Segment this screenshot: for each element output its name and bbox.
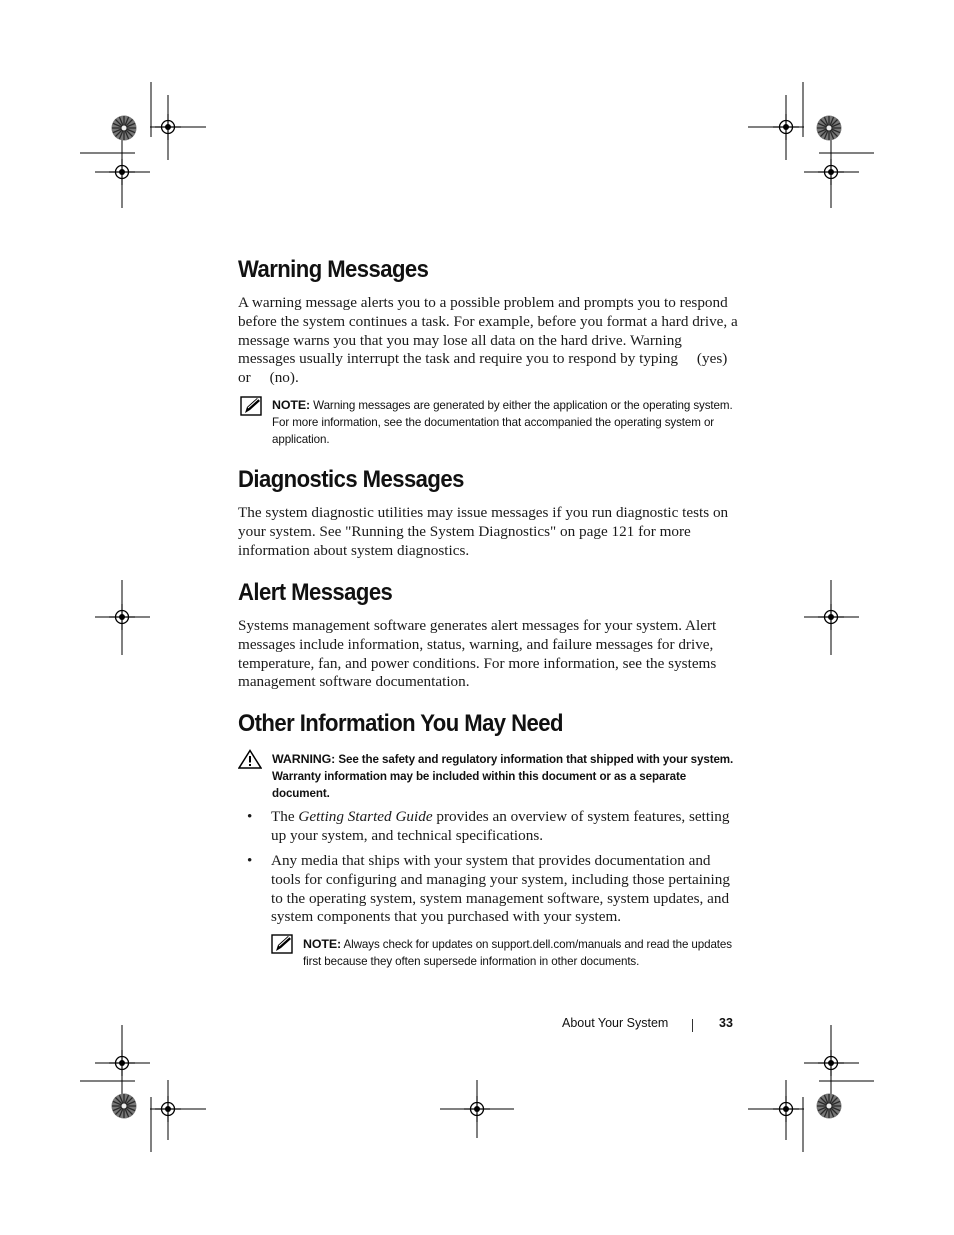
warning-triangle-icon: [238, 749, 262, 769]
note-warning-messages: NOTE: Warning messages are generated by either the application or the operating system. For more information, see the documentation that accompanied the operating system or application.: [272, 398, 733, 446]
getting-started-guide-title: Getting Started Guide: [298, 808, 433, 825]
paragraph-alert-messages: Systems management software generates alert messages for your system. Alert messages include information, status, warning, and failure messages for drive, temperature, fan, and power conditions. For more information, see the systems management software documentation.: [238, 617, 717, 691]
page-number: 33: [719, 1016, 733, 1030]
warning-other-information: WARNING: See the safety and regulatory information that shipped with your system. Warranty information may be included within this document or as a separate document.: [272, 752, 734, 800]
note-check-updates: NOTE: Always check for updates on support.dell.com/manuals and read the updates first because they often supersede information in other documents.: [303, 937, 732, 968]
heading-alert-messages: Alert Messages: [238, 579, 393, 606]
footer-section-label: About Your System: [562, 1016, 669, 1030]
heading-warning-messages: Warning Messages: [238, 256, 429, 283]
list-item-getting-started: The Getting Started Guide provides an overview of system features, setting up your system, and technical specifications.: [271, 808, 730, 844]
footer-separator: [692, 1019, 693, 1032]
bullet-marker: •: [247, 852, 253, 869]
bullet-marker: •: [247, 808, 253, 825]
note-pencil-icon: [271, 934, 293, 954]
note-pencil-icon: [240, 396, 262, 416]
heading-other-information: Other Information You May Need: [238, 710, 563, 737]
list-item-media: Any media that ships with your system that provides documentation and tools for configuring and managing your system, including those pertaining to the operating system, system management software, system updates, and system components that you purchased with your system.: [271, 852, 730, 926]
paragraph-diagnostics-messages: The system diagnostic utilities may issue messages if you run diagnostic tests on your system. See "Running the System Diagnostics" on page 121 for more information about system diagnostics.: [238, 504, 729, 559]
paragraph-warning-messages: A warning message alerts you to a possible problem and prompts you to respond before the system continues a task. For example, before you format a hard drive, a message warns you that you may lose all data on the hard drive. Warning messages usually interrupt the task and require you to respond by typing (yes) or (no).: [238, 294, 738, 387]
heading-diagnostics-messages: Diagnostics Messages: [238, 466, 464, 493]
support-link[interactable]: support.dell.com/manuals: [491, 938, 622, 951]
